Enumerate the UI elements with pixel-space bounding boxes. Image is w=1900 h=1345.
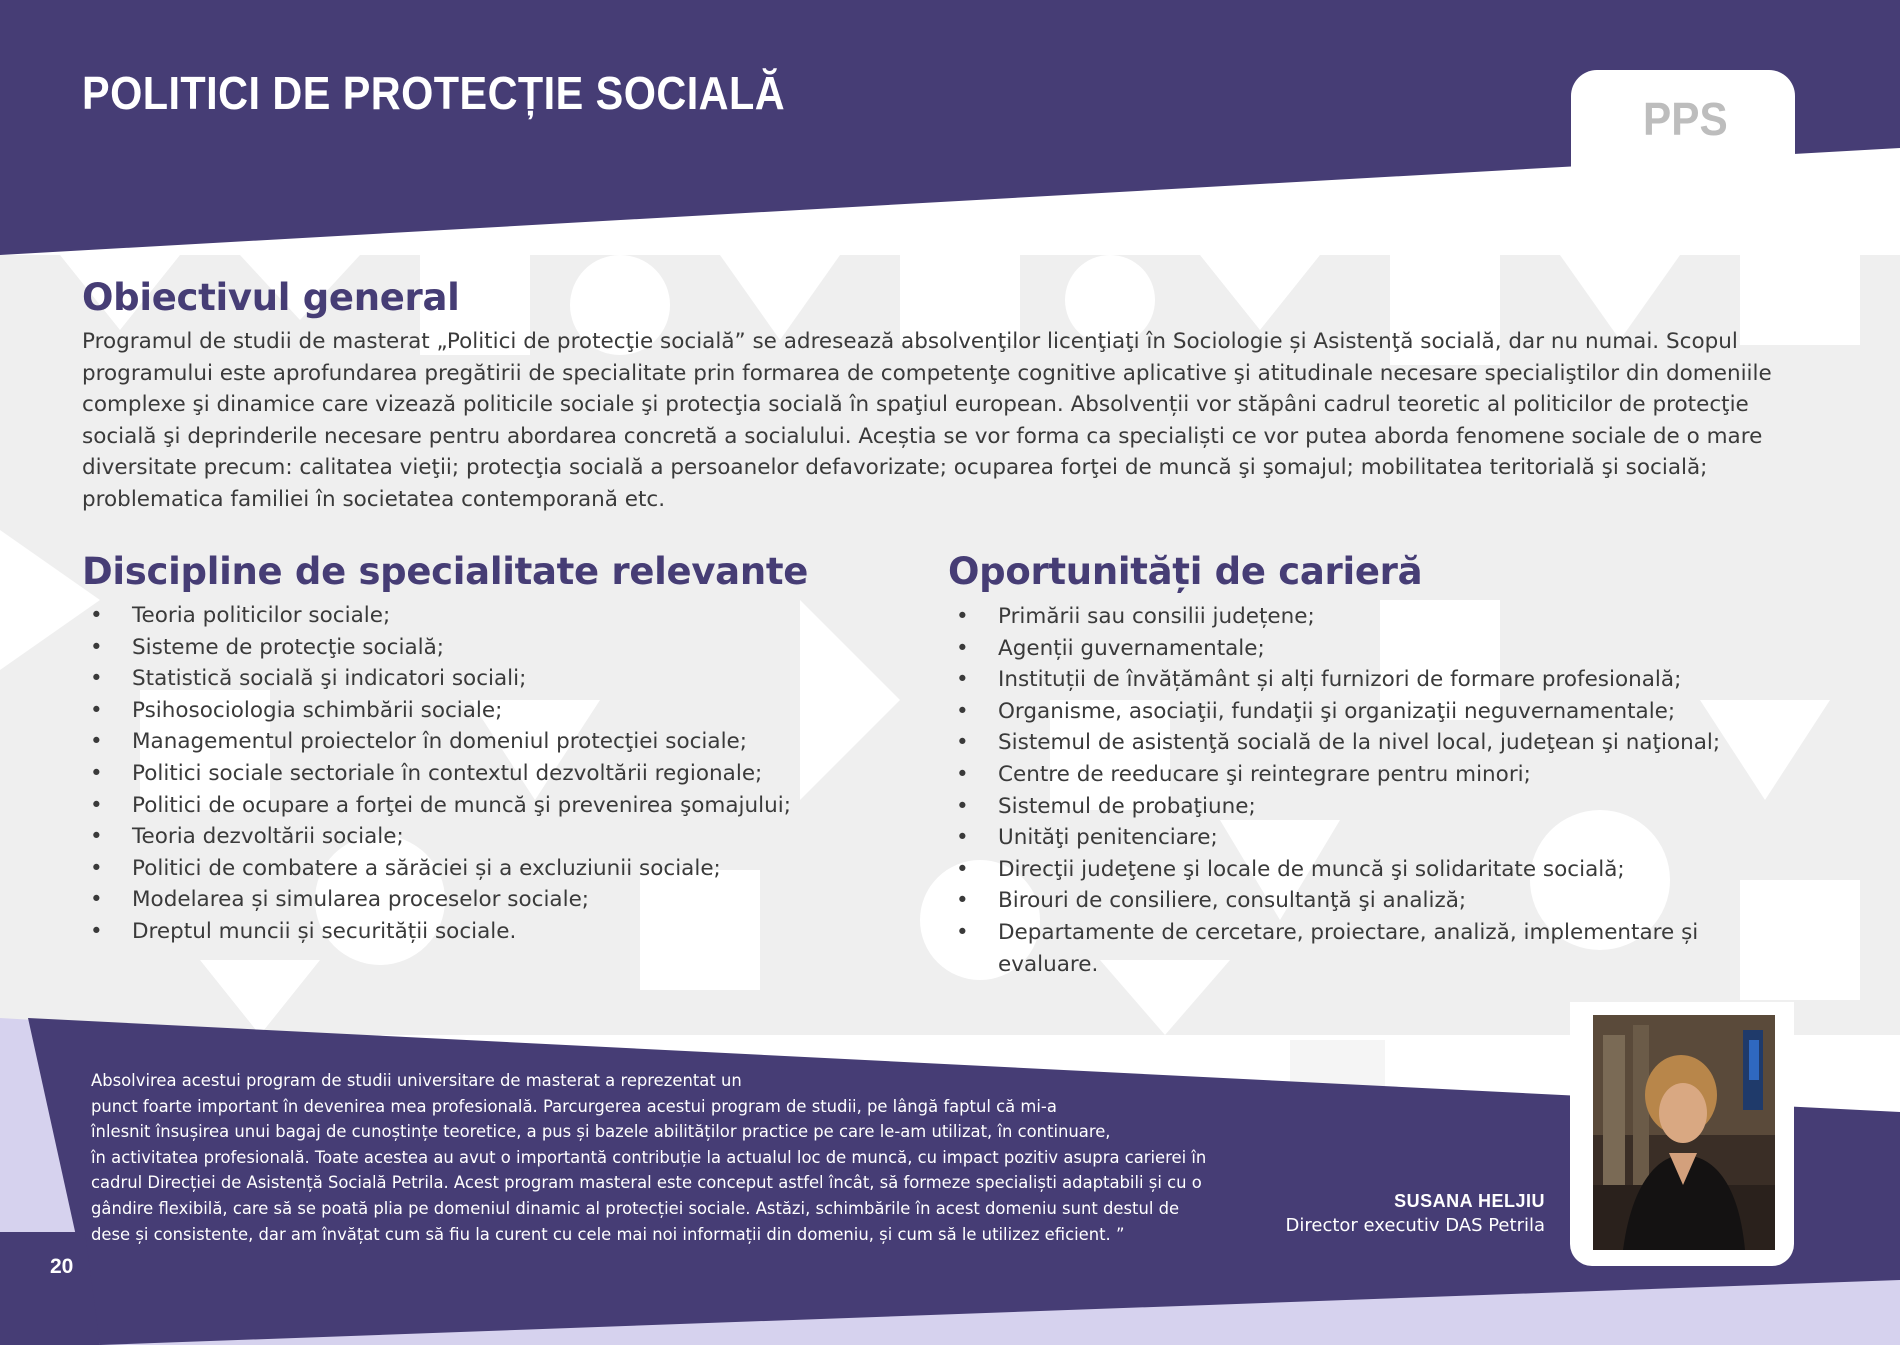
quote-line: cadrul Direcției de Asistență Socială Petrila. Acest program masteral este conceput astfel încât, să formeze specialiști adaptabili și cu o	[91, 1173, 1202, 1193]
quote-line: punct foarte important în devenirea mea profesională. Parcurgerea acestui program de studii, pe lângă faptul că mi-a	[91, 1096, 1057, 1116]
testimonial-author-name: SUSANA HELJIU	[1394, 1191, 1545, 1211]
objective-text: Programul de studii de masterat „Politici de protecţie socială” se adresează absolvenţilor licenţiaţi în Sociologie și Asistenţă socială, dar nu numai. Scopul programului este aprofundarea pregătirii de specialitate prin formarea de competenţe cognitive aplicative şi atitudinale necesare specialiştilor din domeniile complexe şi dinamice care vizează politicile sociale şi protecţia socială în spaţiul european. Absolvenții vor stăpâni cadrul teoretic al politicilor de protecţie socială şi deprinderile necesare pentru abordarea concretă a socialului. Aceștia se vor forma ca specialiști ce vor putea aborda fenomene sociale de o mare diversitate precum: calitatea vieţii; protecţia socială a persoanelor defavorizate; ocuparea forţei de muncă şi şomajul; mobilitatea teritorială şi socială; problematica familiei în societatea contemporană etc.	[82, 329, 1772, 512]
careers-list	[948, 601, 1748, 980]
list-item: • Unităţi penitenciare;	[948, 822, 1748, 854]
list-item: • Instituții de învățământ și alți furnizori de formare profesională;	[948, 664, 1748, 696]
testimonial-quote	[91, 1068, 1281, 1247]
testimonial-author-role: Director executiv DAS Petrila	[1285, 1215, 1545, 1236]
list-item: • Primării sau consilii județene;	[948, 601, 1748, 633]
list-item: • Dreptul muncii și securității sociale.	[82, 916, 842, 948]
quote-line: în activitatea profesională. Toate acestea au avut o importantă contribuție la actualul loc de muncă, cu impact pozitiv asupra carierei în	[91, 1147, 1207, 1167]
list-item: • Sistemul de probaţiune;	[948, 791, 1748, 823]
program-badge: PPS	[1643, 93, 1728, 145]
list-item: • Organisme, asociaţii, fundaţii şi organizaţii neguvernamentale;	[948, 696, 1748, 728]
quote-line: dese și consistente, dar am învățat cum să fiu la curent cu cele mai noi informații din domeniu, și cum să le utilizez eficient. ”	[91, 1224, 1125, 1244]
list-item: • Agenții guvernamentale;	[948, 633, 1748, 665]
list-item: • Politici de combatere a sărăciei și a excluziunii sociale;	[82, 853, 842, 885]
list-item: • Modelarea și simularea proceselor sociale;	[82, 884, 842, 916]
quote-line: înlesnit însușirea unui bagaj de cunoștințe teoretice, a pus și bazele abilităților practice pe care le-am utilizat, în continuare,	[91, 1122, 1111, 1142]
careers-heading: Oportunități de carieră	[948, 550, 1423, 593]
list-item: • Psihosociologia schimbării sociale;	[82, 695, 842, 727]
list-item: • Sisteme de protecţie socială;	[82, 632, 842, 664]
list-item: • Direcţii judeţene şi locale de muncă şi solidaritate socială;	[948, 854, 1748, 886]
quote-line: gândire flexibilă, care să se poată plia pe domeniul dinamic al protecției sociale. Astăzi, schimbările în acest domeniu sunt destul de	[91, 1198, 1180, 1218]
list-item: • Politici sociale sectoriale în contextul dezvoltării regionale;	[82, 758, 842, 790]
page-number: 20	[50, 1255, 74, 1278]
list-item: • Departamente de cercetare, proiectare, analiză, implementare și evaluare.	[948, 917, 1748, 980]
objective-heading: Obiectivul general	[82, 276, 460, 319]
list-item: • Teoria politicilor sociale;	[82, 600, 842, 632]
disciplines-heading: Discipline de specialitate relevante	[82, 550, 809, 593]
list-item: • Statistică socială şi indicatori sociali;	[82, 663, 842, 695]
page-number-wedge	[0, 1232, 100, 1345]
list-item: • Birouri de consiliere, consultanţă şi analiză;	[948, 885, 1748, 917]
author-photo	[1593, 1015, 1775, 1250]
list-item: • Politici de ocupare a forţei de muncă şi prevenirea şomajului;	[82, 790, 842, 822]
disciplines-list	[82, 600, 842, 948]
list-item: • Teoria dezvoltării sociale;	[82, 821, 842, 853]
list-item: • Sistemul de asistenţă socială de la nivel local, judeţean şi naţional;	[948, 727, 1748, 759]
list-item: • Centre de reeducare şi reintegrare pentru minori;	[948, 759, 1748, 791]
list-item: • Managementul proiectelor în domeniul protecţiei sociale;	[82, 726, 842, 758]
quote-line: Absolvirea acestui program de studii universitare de masterat a reprezentat un	[91, 1071, 742, 1090]
page-title: POLITICI DE PROTECȚIE SOCIALĂ	[82, 67, 786, 119]
